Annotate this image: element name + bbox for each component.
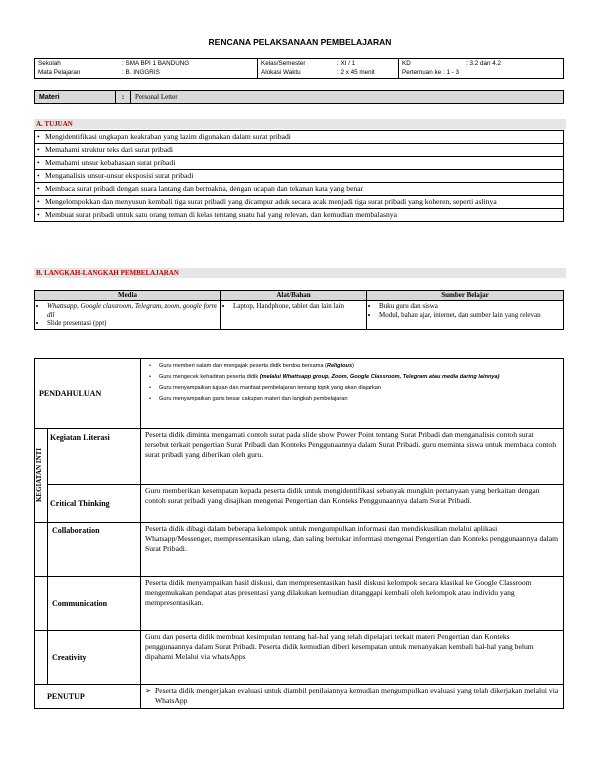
arrow-icon: ➢ (145, 686, 152, 695)
materi-separator: : (116, 91, 131, 104)
kd-label: KD (402, 60, 411, 67)
pendahuluan-item: • Guru mengecek kehadiran peserta didik (melalui Whattsapp group, Zoom, Google Classroom, Telegram atau media daring lainnya) (149, 372, 559, 383)
tujuan-item: • Membuat surat pribadi untuk satu orang teman di kelas tentang suatu hal yang relevan, dan kemudian membalasnya (35, 209, 564, 222)
col-sumber: Sumber Belajar (367, 291, 564, 301)
penutup-text: Peserta didik mengerjakan evaluasi untuk diambil penilaiannya kemudian mengumpulkan evaluasi yang telah dikerjakan melalui via WhatsApp (155, 686, 559, 706)
col-alat: Alat/Bahan (221, 291, 367, 301)
pendahuluan-item: • Guru menyampaikan tujuan dan manfaat pembelajaran tentang topik yang akan diajarkan (149, 383, 559, 394)
mapel-value: : B. INGGRIS (122, 68, 160, 76)
col-media: Media (35, 291, 221, 301)
literasi-text: Peserta didik diminta mengamati contoh surat pada slide show Power Point tentang Surat Pribadi dan menganalisis contoh surat tersebut terkait pengertian Surat Pribadi dan Konteks Penggunaannya dalam Surat Pribadi. guru meminta siswa untuk membaca contoh surat pribadi yang diberikan oleh guru. (141, 429, 564, 485)
media-table (34, 290, 564, 330)
tujuan-item: • Mengelompokkan dan menyusun kembali tiga surat pribadi yang dicampur aduk secara acak menjadi tiga surat pribadi yang koheren, seperti aslinya (35, 196, 564, 209)
identity-table (34, 58, 564, 79)
tujuan-item: • Menganalisis unsur-unsur eksposisi surat pribadi (35, 170, 564, 183)
pendahuluan-item: • Guru memberi salam dan mengajak peserta didik berdoa bersama (Religious) (149, 361, 559, 372)
communication-text: Peserta didik menyampaikan hasil diskusi, dan mempresentasikan hasil diskusi kelompok secara klasikal ke Google Classroom mengemukakan pendapat atas presentasi yang dilakukan kemudian ditanggapi kembali oleh kelompok atau individu yang mempresentasikan. (141, 577, 564, 631)
creativity-text: Guru dan peserta didik membuat kesimpulan tentang hal-hal yang telah dipelajari terkait materi Pengertian dan Konteks penggunaannya dalam Surat Pribadi. Peserta didik kemudian diberi kesempatan untuk menanyakan kembali hal-hal yang belum dipahami Melalui via whatsApps (141, 631, 564, 685)
kelas-label: Kelas/Semester (261, 60, 306, 67)
collaboration-text: Peserta didik dibagi dalam beberapa kelompok untuk mengumpulkan informasi dan mendiskusikan melalui aplikasi Whatsapp/Messenger, mempresentasikan ulang, dan saling bertukar informasi mengenai Pengertian dan Konteks penggunaannya dalam Surat Pribadi. (141, 523, 564, 577)
creativity-label: Creativity (48, 631, 141, 685)
tujuan-item: • Membaca surat pribadi dengan suara lantang dan bermakna, dengan ucapan dan tekanan kata yang benar (35, 183, 564, 196)
tujuan-item: • Memahami struktur teks dari surat pribadi (35, 144, 564, 157)
literasi-label: Kegiatan Literasi (48, 429, 141, 485)
critical-thinking-text: Guru memberikan kesempatan kepada peserta didik untuk mengidentifikasi sebanyak mungkin pertanyaan yang berkaitan dengan contoh surat pribadi yang disajikan mengenai Pengertian dan Konteks Penggunaannya dalam Surat Pribadi. (141, 485, 564, 523)
langkah-heading: B. LANGKAH-LANGKAH PEMBELAJARAN (34, 268, 566, 278)
penutup-cell (141, 685, 564, 709)
mapel-label: Mata Pelajaran (38, 68, 81, 76)
sekolah-label: Sekolah (38, 60, 61, 67)
collaboration-label: Collaboration (48, 523, 141, 577)
kegiatan-inti-label: KEGIATAN INTI (35, 448, 43, 503)
media-item: • Slide presentasi (ppt) (47, 319, 218, 328)
media-item: • Whattsapp, Google classroom, Telegram, zoom, google form dll (47, 302, 218, 319)
pendahuluan-label: PENDAHULUAN (35, 359, 141, 429)
tujuan-heading: A. TUJUAN (34, 119, 566, 129)
page-title: RENCANA PELAKSANAAN PEMBELAJARAN (208, 37, 392, 47)
waktu-value: : 2 x 45 menit (337, 68, 375, 76)
tujuan-item: • Memahami unsur kebahasaan surat pribadi (35, 157, 564, 170)
sumber-item: • Modul, bahan ajar, internet, dan sumber lain yang relevan (379, 311, 561, 320)
sekolah-value: : SMA BPI 1 BANDUNG (122, 60, 190, 67)
pendahuluan-list (141, 359, 564, 429)
waktu-label: Alokasi Waktu (261, 68, 301, 76)
penutup-label: PENUTUP (35, 685, 141, 709)
materi-row (34, 90, 564, 104)
sumber-item: • Buku guru dan siswa (379, 302, 561, 311)
pertemuan-label: Pertemuan ke : 1 - 3 (402, 68, 460, 76)
kegiatan-table (34, 358, 564, 709)
kd-value: : 3.2 dan 4.2 (466, 60, 502, 67)
pendahuluan-item: • Guru menyampaikan garis besar cakupan materi dan langkah pembelajaran (149, 394, 559, 405)
materi-value: Personal Letter (135, 93, 178, 101)
tujuan-list (34, 130, 564, 222)
kelas-value: : XI / 1 (337, 60, 356, 67)
critical-thinking-label: Critical Thinking (48, 485, 141, 523)
communication-label: Communication (48, 577, 141, 631)
materi-label: Materi (35, 91, 116, 104)
alat-item: • Laptop, Handphone, tablet dan lain lain (233, 302, 364, 311)
tujuan-item: • Mengidentifikasi ungkapan keakraban yang lazim digunakan dalam surat pribadi (35, 131, 564, 144)
